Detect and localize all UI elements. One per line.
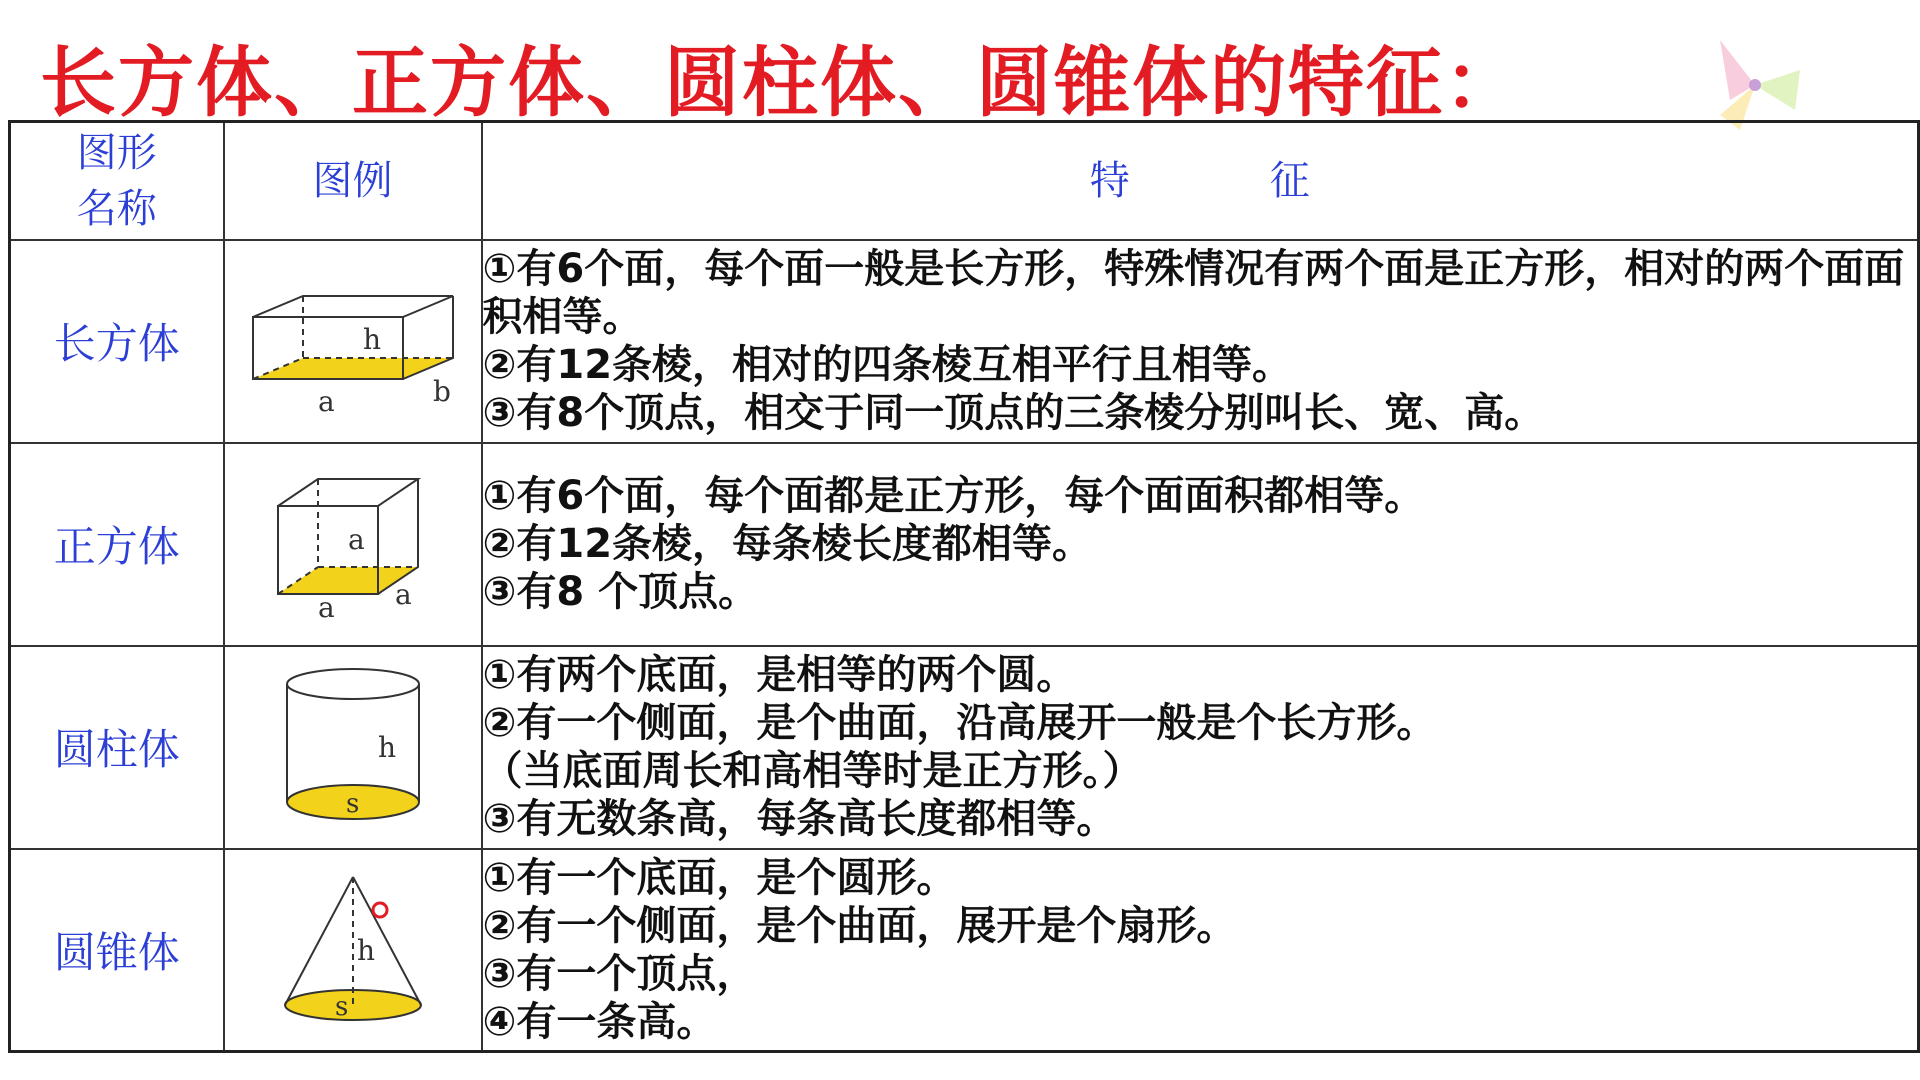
page-title: 长方体、正方体、圆柱体、圆锥体的特征：: [40, 38, 1522, 127]
cylinder-figure: [224, 646, 482, 849]
feature-line: ③有8个顶点，相交于同一顶点的三条棱分别叫长、宽、高。: [482, 390, 1545, 436]
table-row: [10, 443, 1919, 646]
cube-features: [482, 443, 1919, 646]
cone-label-s: s: [334, 991, 348, 1022]
cuboid-label-h: h: [362, 323, 381, 356]
table-row: [10, 240, 1919, 443]
feature-line: ①有6个面，每个面都是正方形，每个面面积都相等。: [482, 473, 1425, 519]
cylinder-label-s: s: [345, 789, 359, 819]
cube-figure: [224, 443, 482, 646]
cone-figure: [224, 849, 482, 1052]
cone-label-h: h: [356, 933, 375, 967]
feature-line: ②有一个侧面，是个曲面，沿高展开一般是个长方形。: [482, 700, 1437, 746]
cone-icon: [263, 865, 443, 1035]
header-features: [482, 122, 1919, 240]
cone-features: [482, 849, 1919, 1052]
cube-icon: [253, 469, 453, 619]
cylinder-label-h: h: [377, 731, 396, 764]
shape-name-cuboid: 长方体: [10, 240, 224, 443]
header-name-line1: 图形: [76, 129, 157, 176]
cuboid-features: [482, 240, 1919, 443]
cuboid-label-b: b: [432, 375, 451, 408]
header-name-line2: 名称: [76, 185, 157, 232]
cylinder-features: [482, 646, 1919, 849]
table-row: [10, 646, 1919, 849]
feature-line: ④有一条高。: [482, 998, 717, 1045]
header-feature-char2: 征: [1269, 157, 1310, 204]
cube-label-a2: a: [317, 591, 335, 619]
shape-name-cone: 圆锥体: [10, 849, 224, 1052]
cube-label-a3: a: [394, 578, 412, 611]
header-figure: 图例: [224, 122, 482, 240]
header-shape-name: [10, 122, 224, 240]
feature-line: ③有无数条高，每条高长度都相等。: [482, 796, 1117, 842]
feature-line: ②有一个侧面，是个曲面，展开是个扇形。: [482, 902, 1237, 949]
features-table: [8, 120, 1920, 1053]
feature-line: （当底面周长和高相等时是正方形。）: [482, 748, 1143, 794]
feature-line: ②有12条棱，相对的四条棱互相平行且相等。: [482, 342, 1293, 388]
cuboid-label-a: a: [317, 385, 335, 416]
header-feature-char1: 特: [1089, 157, 1130, 204]
feature-line: ②有12条棱，每条棱长度都相等。: [482, 521, 1093, 567]
table-row: [10, 849, 1919, 1052]
feature-line: ①有一个底面，是个圆形。: [482, 854, 957, 901]
table-header-row: [10, 122, 1919, 240]
feature-line: ①有两个底面，是相等的两个圆。: [482, 652, 1077, 698]
cuboid-figure: [224, 240, 482, 443]
cuboid-icon: [233, 266, 473, 416]
shape-name-cylinder: 圆柱体: [10, 646, 224, 849]
feature-line: ①有6个面，每个面一般是长方形，特殊情况有两个面是正方形，相对的两个面面积相等。: [482, 246, 1905, 340]
feature-line: ③有8 个顶点。: [482, 569, 759, 615]
pointer-marker: [373, 903, 387, 917]
cylinder-icon: [263, 662, 443, 832]
shape-name-cube: 正方体: [10, 443, 224, 646]
feature-line: ③有一个顶点，: [482, 950, 757, 997]
cube-label-a1: a: [347, 523, 365, 556]
